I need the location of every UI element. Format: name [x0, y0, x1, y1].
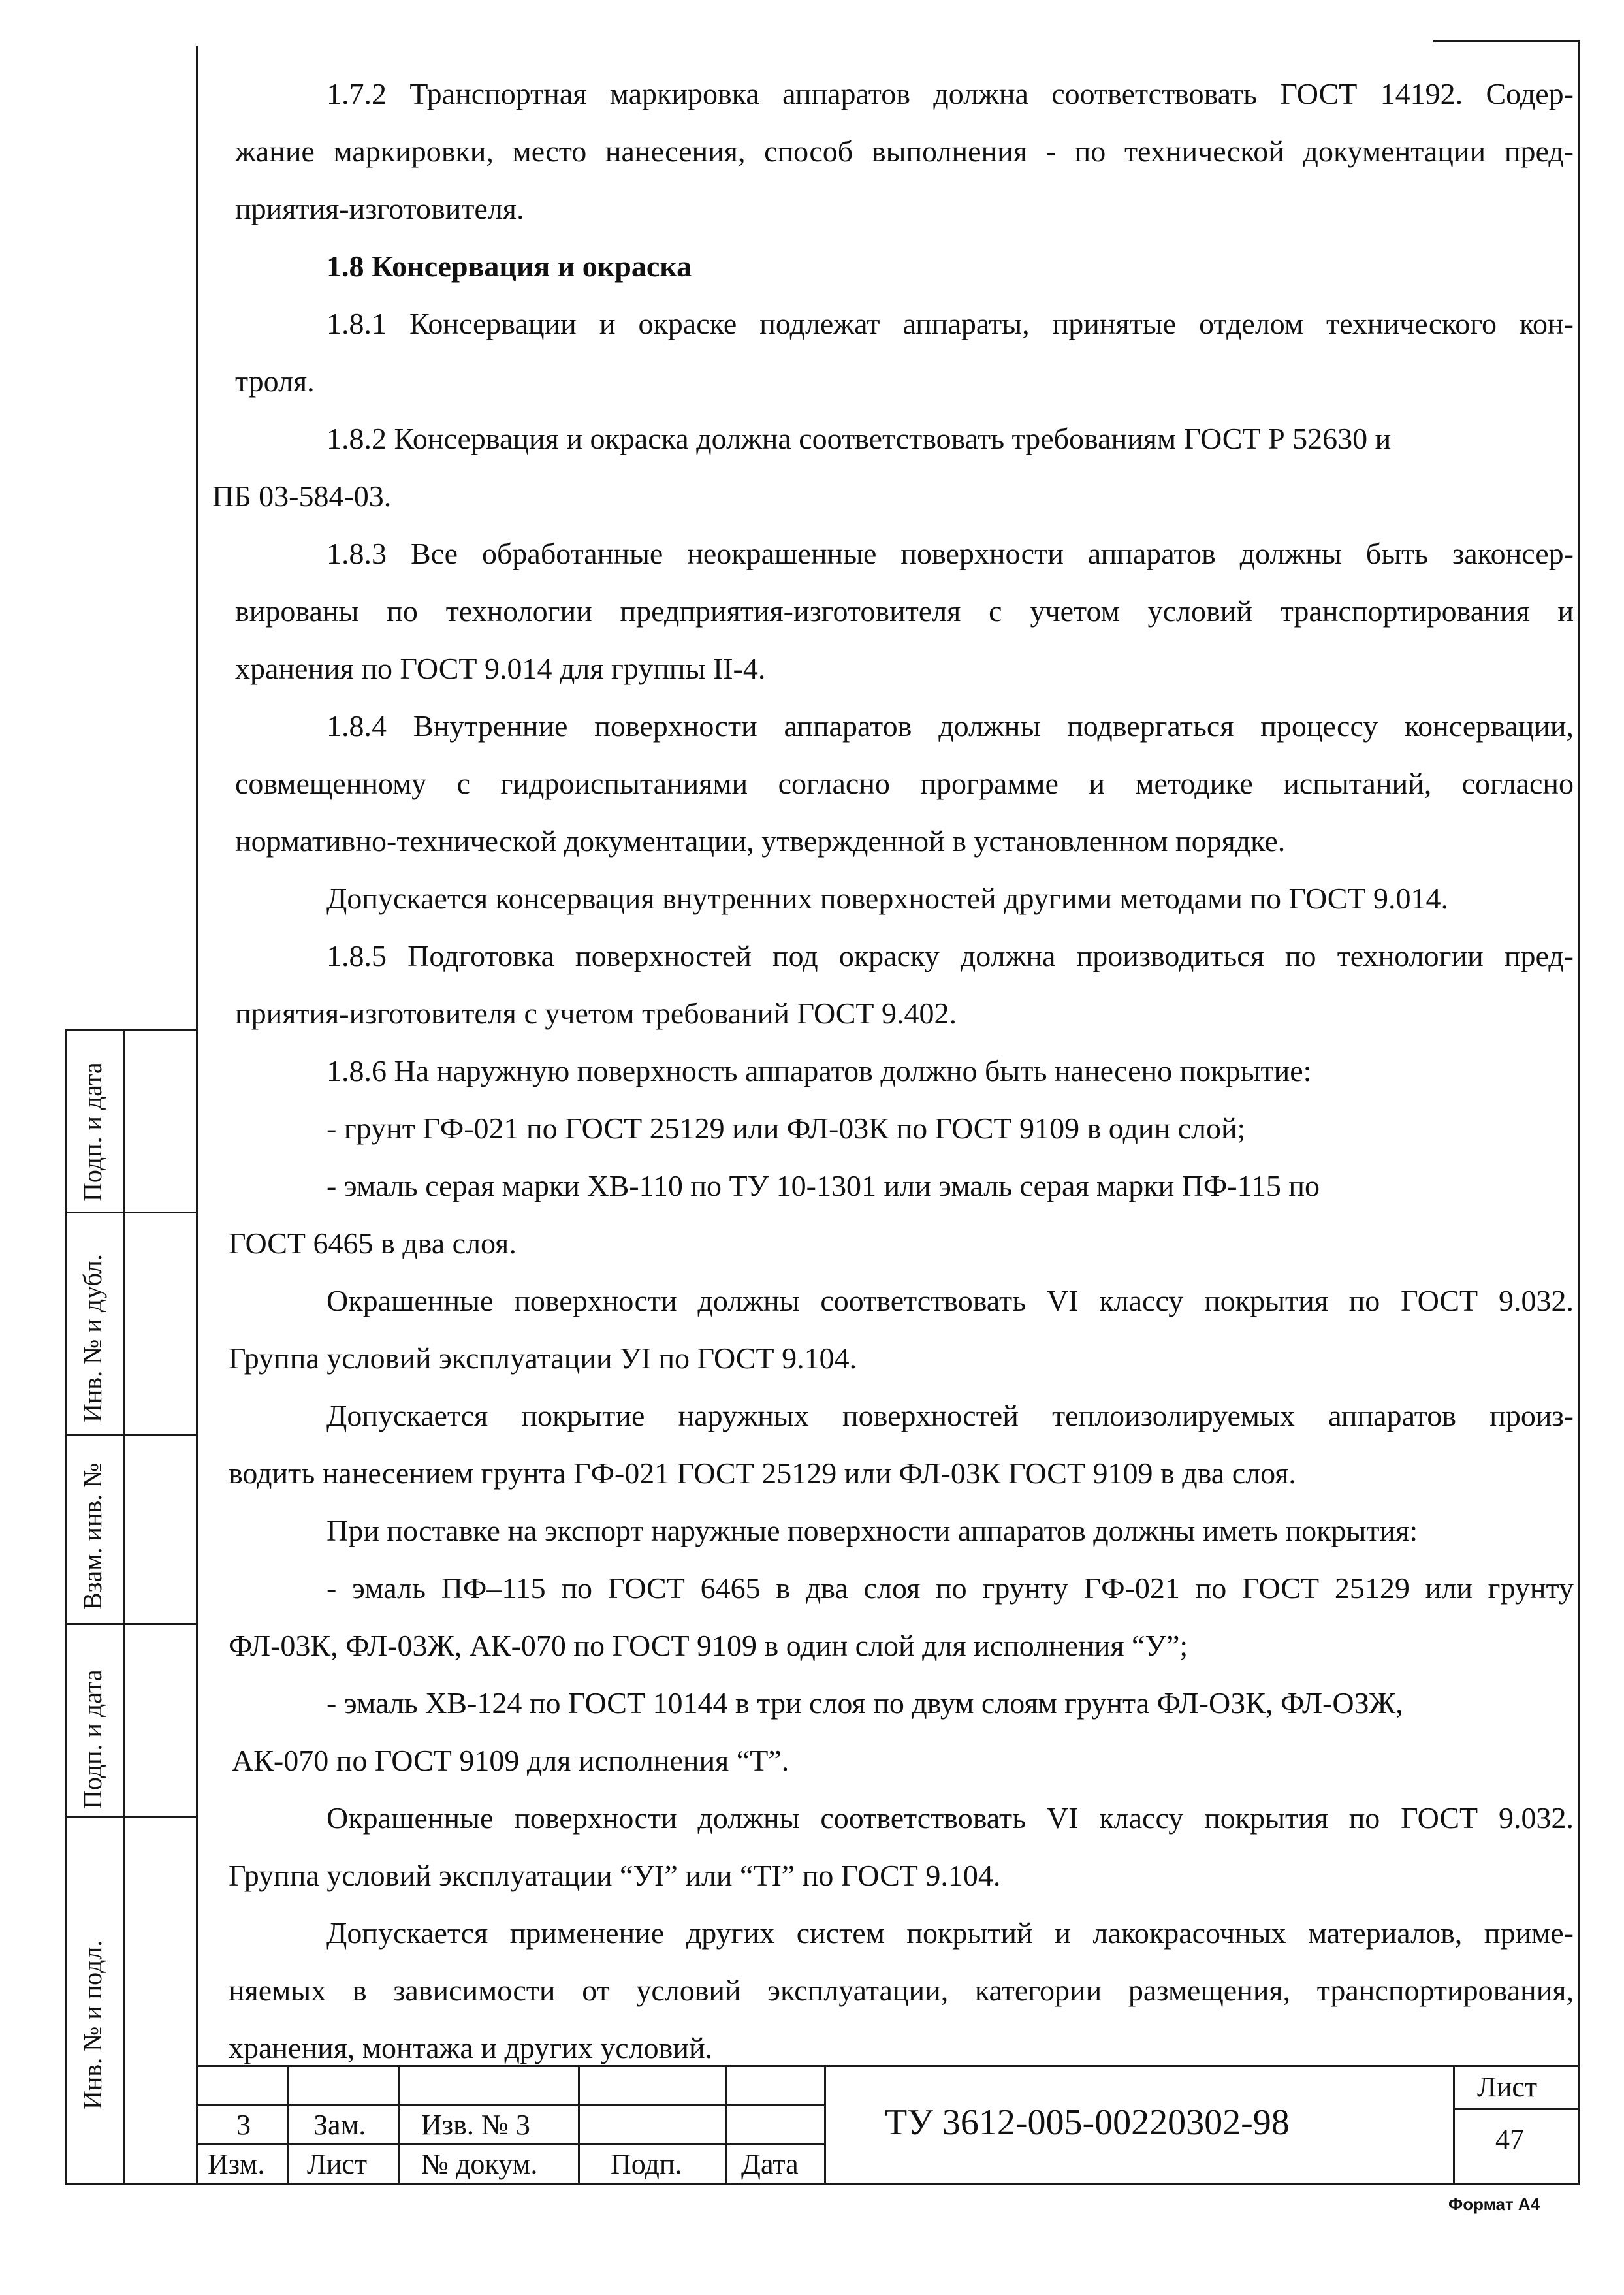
stamp-column-left [65, 1029, 67, 2185]
p-1-8-6-line-3: - эмаль серая марки ХВ-110 по ТУ 10-1301 или эмаль серая марки ПФ-115 по [326, 1169, 1320, 1202]
p-1-8-6-line-4: ГОСТ 6465 в два слоя. [229, 1227, 517, 1260]
p-other-systems-line-3: хранения, монтажа и других условий. [229, 2031, 713, 2064]
stamp-divider-2 [65, 1434, 196, 1436]
p-other-systems-line-1: Допускается применение других систем покрытий и лакокрасочных материалов, приме- [326, 1916, 1574, 1950]
p-1-8-4-line-1: 1.8.4 Внутренние поверхности аппаратов должны подвергаться процессу консервации, [326, 709, 1574, 743]
p-export-line-4: - эмаль ХВ-124 по ГОСТ 10144 в три слоя по двум слоям грунта ФЛ-ОЗК, ФЛ-ОЗЖ, [326, 1686, 1403, 1720]
tb-header-podp: Подп. [611, 2148, 682, 2180]
stamp-divider-1 [65, 1212, 196, 1213]
tb-row-line-1 [196, 2104, 826, 2106]
stamp-column-right [123, 1029, 125, 2185]
p-1-8-6-line-2: - грунт ГФ-021 по ГОСТ 25129 или ФЛ-03К по ГОСТ 9109 в один слой; [326, 1112, 1246, 1145]
sheet-number: 47 [1495, 2123, 1524, 2155]
tb-notice-number: Изв. № 3 [421, 2109, 530, 2141]
stamp-inv-dubl: Инв. № и дубл. [78, 1254, 107, 1422]
p-other-systems-line-2: няемых в зависимости от условий эксплуатации, категории размещения, транспортирования, [229, 1974, 1574, 2007]
p-painted-surfaces-1-line-2: Группа условий эксплуатации УI по ГОСТ 9.104. [229, 1341, 857, 1375]
stamp-divider-3 [65, 1623, 196, 1625]
tb-change-number: 3 [236, 2109, 251, 2141]
p-insulated-line-2: водить нанесением грунта ГФ-021 ГОСТ 25129 или ФЛ-03К ГОСТ 9109 в два слоя. [229, 1456, 1296, 1490]
document-code: ТУ 3612-005-00220302-98 [885, 2102, 1290, 2143]
tb-header-izm: Изм. [208, 2148, 265, 2180]
tb-col-2 [398, 2065, 400, 2185]
stamp-inv-podl: Инв. № и подл. [78, 1940, 107, 2110]
frame-bottom-line [65, 2183, 1580, 2185]
p-painted-surfaces-1-line-1: Окрашенные поверхности должны соответствовать VI классу покрытия по ГОСТ 9.032. [326, 1284, 1574, 1317]
stamp-podp-data-2: Подп. и дата [78, 1669, 107, 1809]
p-1-7-2-line-1: 1.7.2 Транспортная маркировка аппаратов должна соответствовать ГОСТ 14192. Содер- [326, 77, 1574, 110]
tb-col-3 [578, 2065, 580, 2185]
p-painted-surfaces-2-line-2: Группа условий эксплуатации “УI” или “ТI” по ГОСТ 9.104. [229, 1859, 1001, 1892]
p-1-8-5-line-2: приятия-изготовителя с учетом требований ГОСТ 9.402. [235, 997, 957, 1030]
p-1-7-2-line-3: приятия-изготовителя. [235, 192, 524, 225]
p-1-8-4-line-2: совмещенному с гидроиспытаниями согласно программе и методике испытаний, согласно [235, 767, 1574, 800]
tb-top-line [196, 2065, 1580, 2067]
p-1-8-6-line-1: 1.8.6 На наружную поверхность аппаратов должно быть нанесено покрытие: [326, 1054, 1312, 1087]
stamp-column-top [65, 1029, 196, 1031]
format-label: Формат А4 [1448, 2194, 1540, 2214]
p-1-8-1-line-2: троля. [235, 364, 315, 398]
p-1-8-2-line-2: ПБ 03-584-03. [212, 479, 392, 513]
p-1-8-1-line-1: 1.8.1 Консервации и окраске подлежат аппараты, принятые отделом технического кон- [326, 307, 1574, 340]
p-1-8-3-line-1: 1.8.3 Все обработанные неокрашенные поверхности аппаратов должны быть законсер- [326, 537, 1574, 570]
frame-left-line [196, 46, 198, 2183]
frame-top-right-line [1433, 40, 1580, 42]
p-1-8-4-line-3: нормативно-технической документации, утвержденной в установленном порядке. [235, 824, 1286, 858]
tb-change-type: Зам. [313, 2109, 366, 2141]
stamp-divider-4 [65, 1816, 196, 1818]
p-1-8-5-line-1: 1.8.5 Подготовка поверхностей под окраску должна производиться по технологии пред- [326, 939, 1574, 972]
p-1-8-2-line-1: 1.8.2 Консервация и окраска должна соответствовать требованиям ГОСТ Р 52630 и [326, 422, 1392, 455]
tb-header-list: Лист [307, 2148, 368, 2180]
p-export-line-1: При поставке на экспорт наружные поверхности аппаратов должны иметь покрытия: [326, 1514, 1418, 1547]
tb-col-5 [824, 2065, 826, 2185]
p-export-line-3: ФЛ-03К, ФЛ-03Ж, АК-070 по ГОСТ 9109 в один слой для исполнения “У”; [229, 1629, 1188, 1662]
p-1-7-2-line-2: жание маркировки, место нанесения, способ выполнения - по технической документации пред- [235, 135, 1574, 168]
section-heading-1-8: 1.8 Консервация и окраска [326, 249, 692, 283]
tb-header-date: Дата [741, 2148, 799, 2180]
tb-sheet-divider [1453, 2108, 1580, 2110]
p-allowed-conservation: Допускается консервация внутренних поверхностей другими методами по ГОСТ 9.014. [326, 882, 1449, 915]
sheet-label: Лист [1477, 2071, 1538, 2103]
stamp-podp-data-1: Подп. и дата [78, 1062, 107, 1202]
p-export-line-5: АК-070 по ГОСТ 9109 для исполнения “Т”. [232, 1744, 789, 1777]
tb-sheet-col [1453, 2065, 1455, 2185]
frame-right-line [1578, 40, 1580, 2185]
p-painted-surfaces-2-line-1: Окрашенные поверхности должны соответствовать VI классу покрытия по ГОСТ 9.032. [326, 1801, 1574, 1835]
stamp-vzam-inv: Взам. инв. № [78, 1462, 107, 1610]
p-1-8-3-line-2: вированы по технологии предприятия-изготовителя с учетом условий транспортирования и [235, 594, 1574, 628]
tb-col-4 [725, 2065, 727, 2185]
tb-row-line-2 [196, 2143, 826, 2145]
tb-header-doc: № докум. [421, 2148, 538, 2180]
tb-col-1 [287, 2065, 289, 2185]
p-export-line-2: - эмаль ПФ–115 по ГОСТ 6465 в два слоя по грунту ГФ-021 по ГОСТ 25129 или грунту [326, 1571, 1574, 1605]
p-insulated-line-1: Допускается покрытие наружных поверхностей теплоизолируемых аппаратов произ- [326, 1399, 1574, 1432]
p-1-8-3-line-3: хранения по ГОСТ 9.014 для группы II-4. [235, 652, 766, 685]
